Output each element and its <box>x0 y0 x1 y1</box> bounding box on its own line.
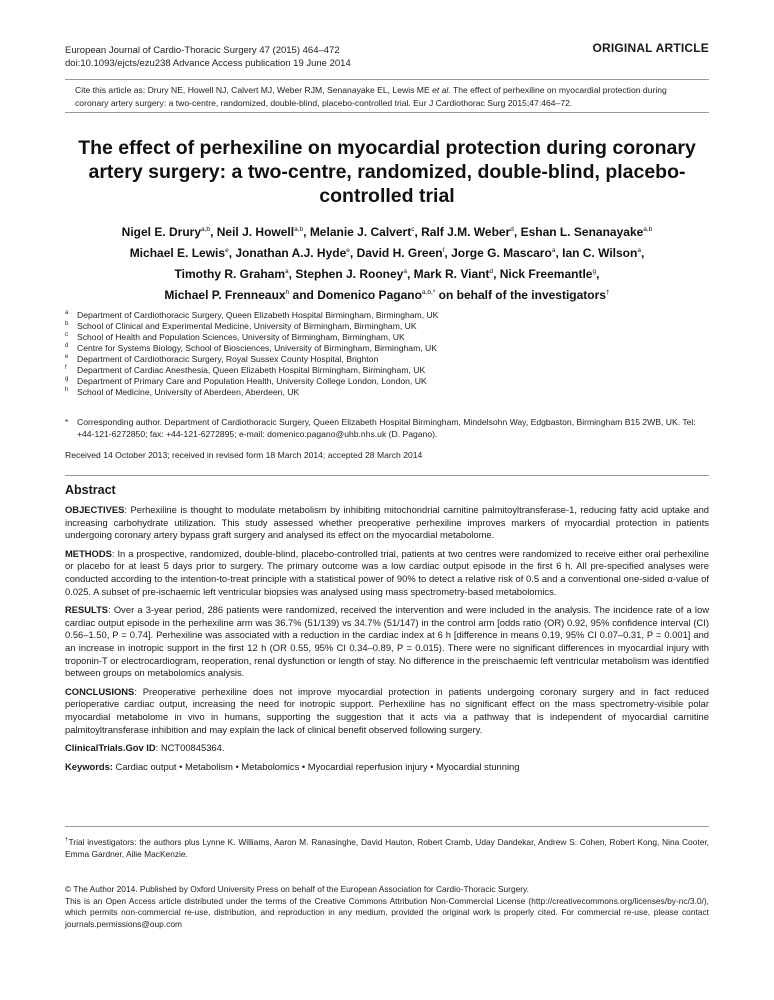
trial-label: ClinicalTrials.Gov ID <box>65 742 156 754</box>
doi-line: doi:10.1093/ejcts/ezu238 Advance Access publication 19 June 2014 <box>65 58 351 69</box>
results-text: : Over a 3-year period, 286 patients were randomized, received the intervention and were included in the analysis. The incidence rate of a low cardiac output episode in the perhexiline arm was 36.7% (51/139) vs 34.7% (51/147) in the control arm [odds ratio (OR) 0.92, 95% confidence interval (CI) 0.56–1.50, P = 0.74]. Perhexiline was associated with a reduction in the cardiac index at 6 h [difference in means 0.19, 95% CI 0.07–0.31, P = 0.001] and an increase in inotropic support in the first 12 h (OR 0.55, 95% CI 0.34–0.89, P = 0.015). There were no significant differences in myocardial injury with troponin-T or electrocardiogram, reoperation, renal dysfunction or length of stay. No difference in the preischaemic left ventricular metabolism was identified between groups on metabolomics analysis. <box>65 604 709 679</box>
author-affiliation-mark: a <box>551 247 556 254</box>
author-name: Melanie J. Calvert <box>309 225 412 239</box>
author-affiliation-mark: c <box>411 226 415 233</box>
investigators-footnote <box>65 837 709 860</box>
abstract-heading: Abstract <box>65 483 116 497</box>
author-name: Ralf J.M. Weber <box>421 225 511 239</box>
affiliation-item <box>65 365 709 376</box>
author-separator: , <box>444 246 452 260</box>
keywords <box>65 761 709 774</box>
author-name: Ian C. Wilson <box>562 246 638 260</box>
author <box>235 246 350 260</box>
affiliation-mark: f <box>65 365 67 371</box>
author-name: Michael P. Frenneaux <box>164 288 286 302</box>
affiliation-item <box>65 376 709 387</box>
author <box>521 225 653 239</box>
conclusions-text: : Preoperative perhexiline does not improve myocardial protection in patients undergoing coronary surgery and in fact reduced perioperative cardiac output, increasing the need for inotropic support. Perhexiline has no significant effect on the mass spectrometry-visible polar myocardial metabolome in vivo in humans, supporting the suggestion that it acts via a pathway that is independent of myocardial carnitine palmitoyltransferase inhibition and may explain the lack of clinical benefit observed following surgery. <box>65 685 709 735</box>
section-label: ORIGINAL ARTICLE <box>592 41 709 55</box>
author-affiliation-mark: a <box>637 247 641 254</box>
author <box>175 267 289 281</box>
author-separator: , <box>513 225 521 239</box>
affiliation-mark: b <box>65 321 69 327</box>
author <box>295 267 407 281</box>
author-name: Jorge G. Mascaro <box>451 246 552 260</box>
author-separator: , <box>288 267 296 281</box>
objectives-text: : Perhexiline is thought to modulate metabolism by inhibiting mitochondrial carnitine palmitoyltransferase-1, reducing fatty acid uptake and increasing carbohydrate utilization. This study assessed whether preoperative perhexiline improves markers of myocardial protection in patients undergoing coronary artery bypass graft surgery and analysed its effect on the myocardial metabolome. <box>65 504 709 541</box>
author-affiliation-mark: a <box>285 268 289 275</box>
abstract-objectives <box>65 504 709 542</box>
copyright-line: © The Author 2014. Published by Oxford University Press on behalf of the European Association for Cardio-Thoracic Surgery. <box>65 884 529 894</box>
received-dates: Received 14 October 2013; received in revised form 18 March 2014; accepted 28 March 2014 <box>65 450 423 460</box>
investigators-mark: † <box>605 289 610 296</box>
article-title: The effect of perhexiline on myocardial protection during coronary artery surgery: a two-centre, randomized, double-blind, placebo-controlled trial <box>78 137 696 207</box>
author-affiliation-mark: d <box>510 226 514 233</box>
author <box>357 246 445 260</box>
affiliation-mark: d <box>65 343 69 349</box>
affiliation-text: Department of Cardiac Anesthesia, Queen Elizabeth Hospital Birmingham, Birmingham, UK <box>77 365 426 375</box>
abstract-methods <box>65 548 709 598</box>
affiliation-text: School of Clinical and Experimental Medicine, University of Birmingham, Birmingham, UK <box>77 321 417 331</box>
trial-id: : NCT00845364. <box>155 742 225 754</box>
affiliation-text: Department of Cardiothoracic Surgery, Royal Sussex County Hospital, Brighton <box>77 354 379 364</box>
author-affiliation-mark: g <box>592 268 597 275</box>
author <box>122 225 210 239</box>
affiliation-item <box>65 387 709 398</box>
author <box>317 288 435 302</box>
methods-text: : In a prospective, randomized, double-blind, placebo-controlled trial, patients at two centres were randomized to receive either oral perhexiline or placebo for at least 5 days prior to surgery. The primary outcome was a low cardiac output episode in the first 6 h. All pre-specified analyses were conducted according to the intention-to-treat principle with a statistical power of 90% to detect a relative risk of 0.5 and a conventional one-sided α-value of 0.025. A subset of pre-ischaemic left ventricular biopsies was analysed using mass spectrometry-based metabolomics. <box>65 547 709 597</box>
copyright-notice <box>65 884 709 930</box>
author <box>451 246 555 260</box>
author-separator: and <box>289 288 318 302</box>
license-text: This is an Open Access article distributed under the terms of the Creative Commons Attribution Non-Commercial License (http://creativecommons.org/licenses/by-nc/3.0/), which permits non-commercial re-use, distribution, and reproduction in any medium, provided the original work is properly cited. For commercial re-use, please contact journals.permissions@oup.com <box>65 895 709 929</box>
citation-prefix: Cite this article as: Drury NE, Howell NJ, Calvert MJ, Weber RJM, Senanayake EL, Lewis ME <box>75 85 433 95</box>
author-name: Nick Freemantle <box>499 267 593 281</box>
affiliation-item <box>65 310 709 321</box>
author-affiliation-mark: a,b <box>643 226 653 233</box>
journal-citation: European Journal of Cardio-Thoracic Surgery 47 (2015) 464–472 <box>65 45 340 56</box>
author-affiliation-mark: a,b,* <box>421 289 436 296</box>
affiliation-text: School of Health and Population Sciences, University of Birmingham, Birmingham, UK <box>77 332 405 342</box>
footnote-text: Trial investigators: the authors plus Lynne K. Williams, Aaron M. Ranasinghe, David Hauton, Robert Cramb, Uday Dandekar, Andrew S. Cohen, Robert Kong, Nina Cooter, Emma Gardner, Ailie MacKenzie. <box>65 837 710 859</box>
author-affiliation-mark: e <box>225 247 229 254</box>
methods-label: METHODS <box>65 547 112 559</box>
author <box>130 246 229 260</box>
author-separator: , <box>406 267 414 281</box>
author <box>164 288 289 302</box>
author <box>217 225 303 239</box>
author-affiliation-mark: a,b <box>294 226 304 233</box>
author-separator: , <box>596 267 600 281</box>
results-label: RESULTS <box>65 604 109 616</box>
affiliation-text: Department of Primary Care and Population Health, University College London, London, UK <box>77 376 427 386</box>
citation-suffix: The effect of perhexiline on myocardial protection during coronary artery surgery: a two-centre, randomized, double-blind, placebo-controlled trial. Eur J Cardiothorac Surg 2015;47:464–72. <box>75 85 667 108</box>
author-affiliation-mark: e <box>346 247 350 254</box>
author-name: Domenico Pagano <box>317 288 422 302</box>
affiliation-mark: h <box>65 387 69 393</box>
citation-box <box>65 79 709 113</box>
affiliation-item <box>65 343 709 354</box>
author-separator: , <box>640 246 645 260</box>
author-affiliation-mark: f <box>442 247 445 254</box>
author-separator: , <box>414 225 422 239</box>
affiliation-mark: g <box>65 376 69 382</box>
corresponding-mark: * <box>65 417 69 427</box>
citation-et-al: et al. <box>432 85 451 95</box>
affiliation-text: School of Medicine, University of Aberdeen, Aberdeen, UK <box>77 387 300 397</box>
author-name: Eshan L. Senanayake <box>520 225 644 239</box>
abstract-body <box>65 504 709 779</box>
author-separator: , <box>228 246 236 260</box>
corresponding-author <box>65 416 709 440</box>
affiliation-item <box>65 354 709 365</box>
affiliation-text: Department of Cardiothoracic Surgery, Queen Elizabeth Hospital Birmingham, Birmingham, UK <box>77 310 439 320</box>
affiliation-item <box>65 321 709 332</box>
author-list <box>65 222 709 306</box>
footnote-mark: † <box>65 837 69 843</box>
affiliation-item <box>65 332 709 343</box>
author-name: Timothy R. Graham <box>174 267 286 281</box>
author-affiliation-mark: a <box>403 268 407 275</box>
author <box>421 225 514 239</box>
affiliation-mark: c <box>65 332 68 338</box>
affiliation-mark: e <box>65 354 69 360</box>
author-name: Nigel E. Drury <box>121 225 202 239</box>
affiliation-mark: a <box>65 310 69 316</box>
author-separator: , <box>210 225 217 239</box>
affiliation-text: Centre for Systems Biology, School of Biosciences, University of Birmingham, Birmingham, UK <box>77 343 437 353</box>
author <box>500 267 596 281</box>
author-separator: , <box>349 246 357 260</box>
author-affiliation-mark: d <box>489 268 494 275</box>
abstract-conclusions <box>65 686 709 736</box>
author-affiliation-mark: h <box>285 289 290 296</box>
author-name: Neil J. Howell <box>216 225 295 239</box>
affiliation-list <box>65 310 709 398</box>
author <box>562 246 641 260</box>
conclusions-label: CONCLUSIONS <box>65 685 135 697</box>
author-separator: on behalf of the investigators <box>435 288 606 302</box>
author-name: Mark R. Viant <box>413 267 490 281</box>
trial-registration <box>65 742 709 755</box>
abstract-section <box>65 475 709 827</box>
keywords-text: Cardiac output • Metabolism • Metabolomics • Myocardial reperfusion injury • Myocardial stunning <box>112 760 520 772</box>
author-separator: , <box>303 225 310 239</box>
author-name: Michael E. Lewis <box>129 246 226 260</box>
author <box>310 225 415 239</box>
keywords-label: Keywords: <box>65 760 113 772</box>
objectives-label: OBJECTIVES <box>65 504 125 515</box>
author-separator: , <box>493 267 500 281</box>
author-name: David H. Green <box>356 246 443 260</box>
author-name: Stephen J. Rooney <box>295 267 404 281</box>
abstract-results <box>65 604 709 680</box>
author-affiliation-mark: a,b <box>201 226 211 233</box>
corresponding-text: Corresponding author. Department of Cardiothoracic Surgery, Queen Elizabeth Hospital Birmingham, Mindelsohn Way, Edgbaston, Birmingham B15 2WB, UK. Tel: +44-121-6272850; fax: +44-121-6272895; e-mail: domenico.pagano@uhb.nhs.uk (D. Pagano). <box>77 417 696 439</box>
author <box>414 267 493 281</box>
author-name: Jonathan A.J. Hyde <box>235 246 347 260</box>
author-separator: , <box>555 246 563 260</box>
